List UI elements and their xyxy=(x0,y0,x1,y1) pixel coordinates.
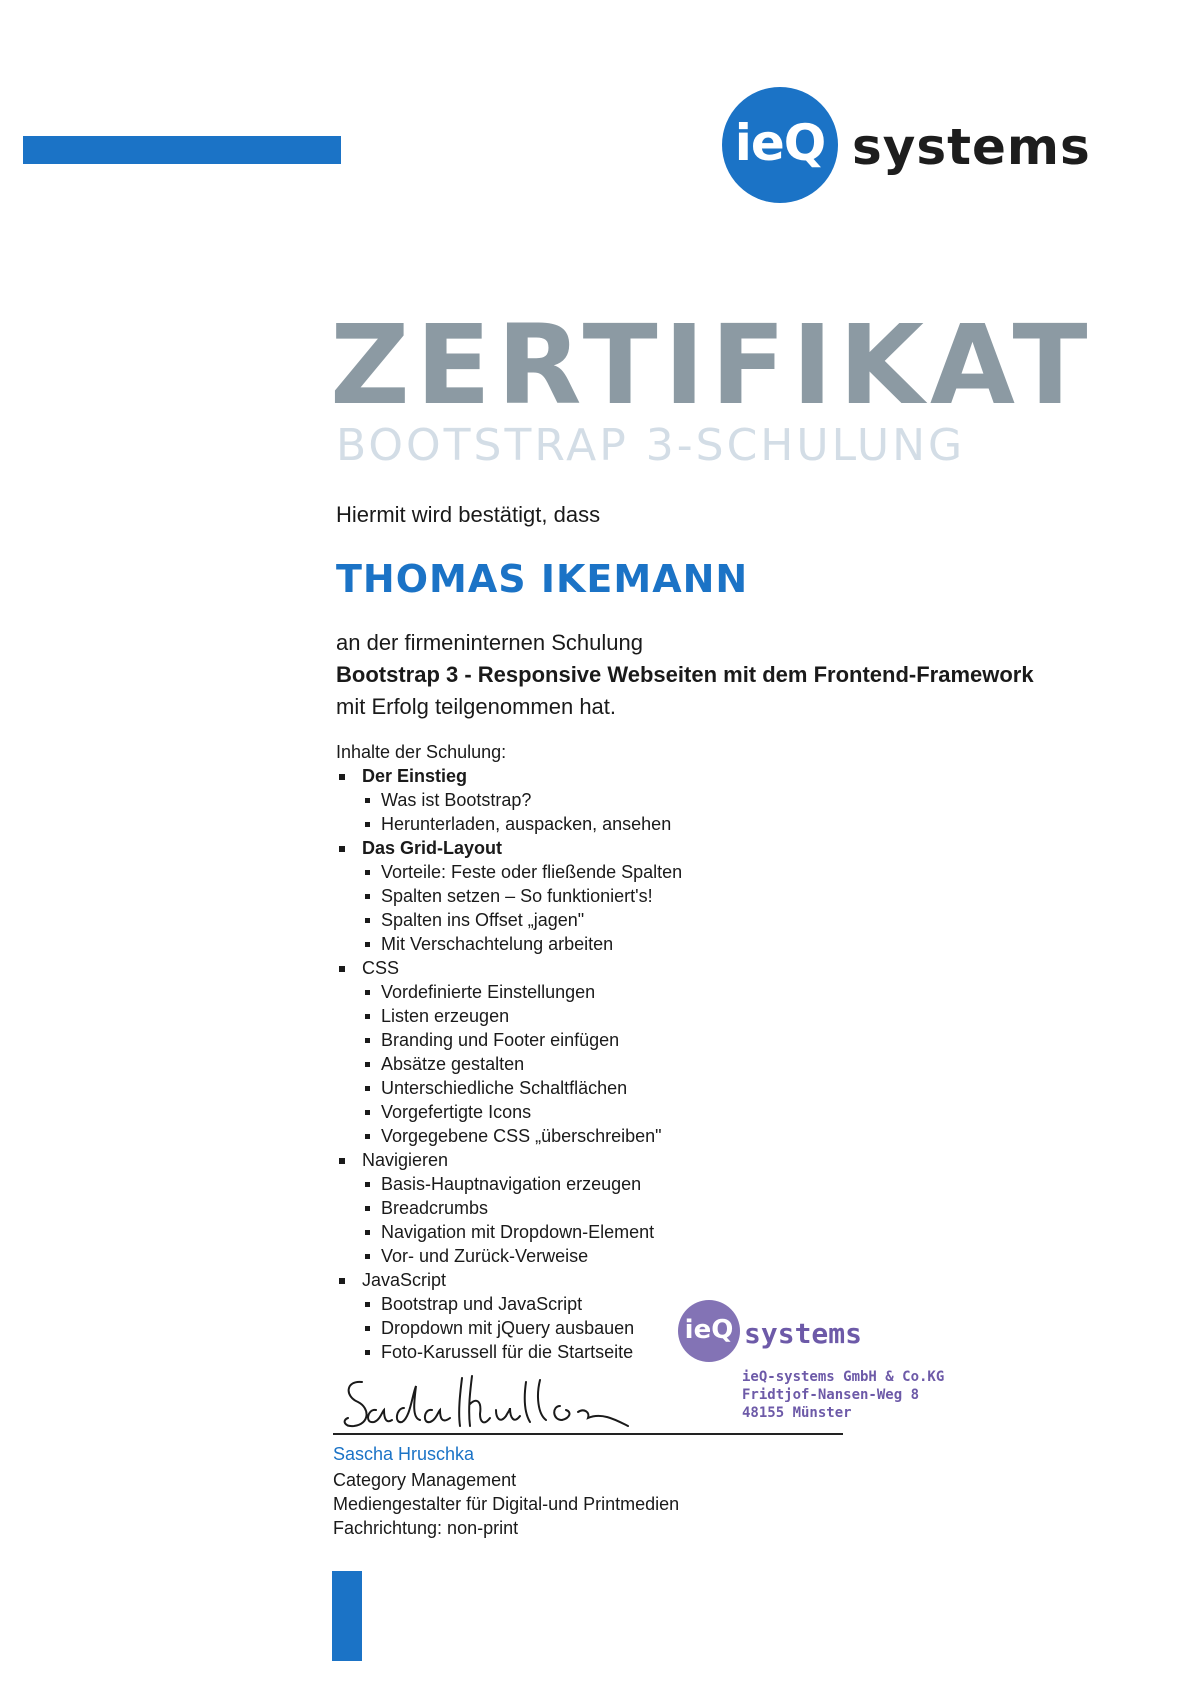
topic-item xyxy=(336,1148,1016,1172)
topic-item xyxy=(336,836,1016,860)
course-title: Bootstrap 3 - Responsive Webseiten mit dem Frontend-Framework xyxy=(336,662,1034,687)
company-logo xyxy=(722,87,1091,203)
square-bullet-icon xyxy=(365,1110,370,1115)
square-bullet-icon xyxy=(365,798,370,803)
subtopic-item xyxy=(336,1196,1016,1220)
company-stamp xyxy=(678,1300,968,1420)
stamp-city: 48155 Münster xyxy=(742,1405,852,1421)
subtopic-item xyxy=(336,1124,1016,1148)
subtopic-label: Vordefinierte Einstellungen xyxy=(381,982,596,1002)
square-bullet-icon xyxy=(365,942,370,947)
subtopic-label: Spalten ins Offset „jagen" xyxy=(381,910,585,930)
certificate-title: ZERTIFIKAT xyxy=(330,301,1094,429)
subtopic-item xyxy=(336,1244,1016,1268)
subtopic-item xyxy=(336,932,1016,956)
subtopic-item xyxy=(336,788,1016,812)
subtopic-label: Unterschiedliche Schaltflächen xyxy=(381,1078,628,1098)
square-bullet-icon xyxy=(365,1086,370,1091)
subtopic-label: Vorgefertigte Icons xyxy=(381,1102,532,1122)
subtopic-item xyxy=(336,908,1016,932)
subtopic-item xyxy=(336,1052,1016,1076)
subtopic-label: Basis-Hauptnavigation erzeugen xyxy=(381,1174,642,1194)
subtopic-label: Listen erzeugen xyxy=(381,1006,510,1026)
square-bullet-icon xyxy=(365,918,370,923)
square-bullet-icon xyxy=(365,990,370,995)
participation-line: an der firmeninternen Schulung xyxy=(336,630,643,655)
square-bullet-icon xyxy=(339,1158,345,1164)
intro-text: Hiermit wird bestätigt, dass xyxy=(336,502,601,527)
subtopic-label: Branding und Footer einfügen xyxy=(381,1030,620,1050)
stamp-wordmark: systems xyxy=(744,1317,863,1350)
completion-line: mit Erfolg teilgenommen hat. xyxy=(336,694,617,719)
logo-mark: ieQ xyxy=(734,114,826,172)
square-bullet-icon xyxy=(339,774,345,780)
square-bullet-icon xyxy=(339,1278,345,1284)
square-bullet-icon xyxy=(365,1206,370,1211)
stamp-company: ieQ-systems GmbH & Co.KG xyxy=(742,1369,945,1385)
subtopic-label: Breadcrumbs xyxy=(381,1198,489,1218)
square-bullet-icon xyxy=(365,1038,370,1043)
signer-qualification: Mediengestalter für Digital-und Printmedien xyxy=(333,1494,680,1514)
square-bullet-icon xyxy=(365,822,370,827)
topic-label: Das Grid-Layout xyxy=(362,838,503,858)
topic-list xyxy=(336,764,1016,1364)
subtopic-label: Dropdown mit jQuery ausbauen xyxy=(381,1318,635,1338)
handwritten-signature xyxy=(340,1372,630,1434)
logo-wordmark: systems xyxy=(852,118,1091,176)
square-bullet-icon xyxy=(365,1254,370,1259)
square-bullet-icon xyxy=(365,870,370,875)
topic-item xyxy=(336,956,1016,980)
signer-name: Sascha Hruschka xyxy=(333,1444,475,1464)
square-bullet-icon xyxy=(365,1230,370,1235)
subtopic-label: Mit Verschachtelung arbeiten xyxy=(381,934,614,954)
subtopic-item xyxy=(336,812,1016,836)
subtopic-item xyxy=(336,1076,1016,1100)
subtopic-label: Vorteile: Feste oder fließende Spalten xyxy=(381,862,683,882)
subtopic-item xyxy=(336,1220,1016,1244)
subtopic-item xyxy=(336,1100,1016,1124)
square-bullet-icon xyxy=(365,1326,370,1331)
subtopic-label: Spalten setzen – So funktioniert's! xyxy=(381,886,653,906)
signer-specialization: Fachrichtung: non-print xyxy=(333,1518,519,1538)
square-bullet-icon xyxy=(339,846,345,852)
subtopic-label: Absätze gestalten xyxy=(381,1054,525,1074)
topic-item xyxy=(336,764,1016,788)
subtopic-label: Vorgegebene CSS „überschreiben" xyxy=(381,1126,662,1146)
course-contents xyxy=(336,740,1016,1364)
subtopic-item xyxy=(336,1004,1016,1028)
topic-label: JavaScript xyxy=(362,1270,447,1290)
square-bullet-icon xyxy=(365,1134,370,1139)
subtopic-item xyxy=(336,1028,1016,1052)
square-bullet-icon xyxy=(365,1350,370,1355)
bottom-accent-bar xyxy=(332,1571,362,1661)
subtopic-label: Navigation mit Dropdown-Element xyxy=(381,1222,655,1242)
subtopic-item xyxy=(336,860,1016,884)
square-bullet-icon xyxy=(365,894,370,899)
square-bullet-icon xyxy=(339,966,345,972)
square-bullet-icon xyxy=(365,1014,370,1019)
topic-label: CSS xyxy=(362,958,400,978)
top-accent-bar xyxy=(23,136,341,164)
subtopic-item xyxy=(336,980,1016,1004)
square-bullet-icon xyxy=(365,1062,370,1067)
square-bullet-icon xyxy=(365,1302,370,1307)
subtopic-label: Vor- und Zurück-Verweise xyxy=(381,1246,589,1266)
subtopic-label: Was ist Bootstrap? xyxy=(381,790,532,810)
topic-item xyxy=(336,1268,1016,1292)
signer-role: Category Management xyxy=(333,1470,517,1490)
subtopic-label: Bootstrap und JavaScript xyxy=(381,1294,583,1314)
stamp-logo-mark: ieQ xyxy=(684,1315,734,1345)
stamp-street: Fridtjof-Nansen-Weg 8 xyxy=(742,1387,920,1403)
topic-label: Navigieren xyxy=(362,1150,449,1170)
square-bullet-icon xyxy=(365,1182,370,1187)
subtopic-label: Herunterladen, auspacken, ansehen xyxy=(381,814,672,834)
subtopic-item xyxy=(336,1172,1016,1196)
topic-label: Der Einstieg xyxy=(362,766,468,786)
contents-heading: Inhalte der Schulung: xyxy=(336,742,507,762)
signature-line xyxy=(333,1433,843,1435)
recipient-name: THOMAS IKEMANN xyxy=(336,557,749,601)
certificate-subtitle: BOOTSTRAP 3-SCHULUNG xyxy=(336,420,966,471)
subtopic-label: Foto-Karussell für die Startseite xyxy=(381,1342,634,1362)
subtopic-item xyxy=(336,884,1016,908)
